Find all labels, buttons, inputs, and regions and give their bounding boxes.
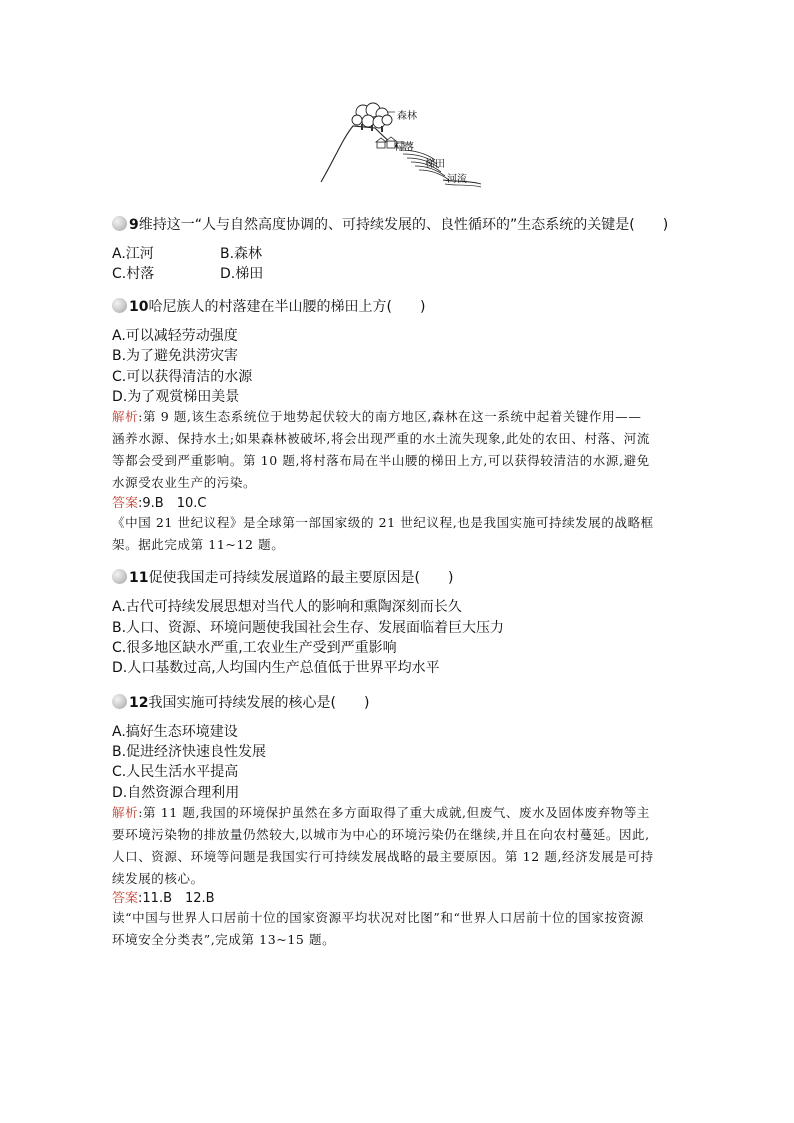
question-9-stem: 9维持这一“人与自然高度协调的、可持续发展的、良性循环的”生态系统的关键是( ) <box>112 216 668 234</box>
q11-option-d: D.人口基数过高,人均国内生产总值低于世界平均水平 <box>112 660 440 676</box>
q12-option-a: A.搞好生态环境建设 <box>112 724 238 740</box>
q9-option-b: B.森林 <box>220 246 263 262</box>
mountain-slope <box>321 126 401 182</box>
answer-label: 答案 <box>112 891 139 906</box>
forest-trees <box>352 103 392 128</box>
question-bullet-icon <box>112 694 127 709</box>
q9-option-a: A.江河 <box>112 246 154 262</box>
intro-13-15: 读“中国与世界人口居前十位的国家资源平均状况对比图”和“世界人口居前十位的国家按资源 环境安全分类表”,完成第 13~15 题。 <box>112 910 644 947</box>
answer-label: 答案 <box>112 496 139 511</box>
q10-option-b: B.为了避免洪涝灾害 <box>112 348 239 364</box>
question-bullet-icon <box>112 569 127 584</box>
q11-option-c: C.很多地区缺水严重,工农业生产受到严重影响 <box>112 640 397 656</box>
figure-label-terrace: 梯田 <box>425 159 445 170</box>
q12-option-b: B.促进经济快速良性发展 <box>112 744 267 760</box>
explanation-label: 解析 <box>112 409 139 424</box>
q9-option-d: D.梯田 <box>220 266 264 282</box>
figure-label-forest: 森林 <box>397 111 417 122</box>
q9-option-c: C.村落 <box>112 266 155 282</box>
explanation-label: 解析 <box>112 805 139 820</box>
answer-9-10: 答案:9.B 10.C <box>112 496 207 511</box>
q11-option-a: A.古代可持续发展思想对当代人的影响和熏陶深刻而长久 <box>112 599 462 615</box>
figure-label-river: 河流 <box>447 174 467 185</box>
q12-option-c: C.人民生活水平提高 <box>112 764 239 780</box>
q10-option-d: D.为了观赏梯田美景 <box>112 389 240 405</box>
intro-11-12: 《中国 21 世纪议程》是全球第一部国家级的 21 世纪议程,也是我国实施可持续发展的战略框 架。据此完成第 11~12 题。 <box>112 515 654 552</box>
figure-label-village: 村落 <box>394 142 414 153</box>
question-10-stem: 10哈尼族人的村落建在半山腰的梯田上方( ) <box>112 298 425 316</box>
answer-11-12: 答案:11.B 12.B <box>112 891 215 906</box>
question-bullet-icon <box>112 216 127 231</box>
question-11-stem: 11促使我国走可持续发展道路的最主要原因是( ) <box>112 569 453 587</box>
q12-option-d: D.自然资源合理利用 <box>112 785 240 801</box>
question-bullet-icon <box>112 298 127 313</box>
q11-option-b: B.人口、资源、环境问题使我国社会生存、发展面临着巨大压力 <box>112 620 505 636</box>
explanation-11-12: 解析:第 11 题,我国的环境保护虽然在多方面取得了重大成就,但废气、废水及固体废弃物等主 要环境污染物的排放量仍然较大,以城市为中心的环境污染仍在继续,并且在向农村蔓延。因此, 人口、资源、环境等问题是我国实行可持续发展战略的最主要原因。第 12 题,经济发展是可持 续发展的核心。 <box>112 805 654 886</box>
q10-option-c: C.可以获得清洁的水源 <box>112 369 253 385</box>
explanation-9-10: 解析:第 9 题,该生态系统位于地势起伏较大的南方地区,森林在这一系统中起着关键作用—— 涵养水源、保持水土;如果森林被破坏,将会出现严重的水土流失现象,此处的农田、村落、河流 等都会受到严重影响。第 10 题,将村落布局在半山腰的梯田上方,可以获得较清洁的水源,避免 水源受农业生产的污染。 <box>112 409 650 490</box>
q10-option-a: A.可以减轻劳动强度 <box>112 328 238 344</box>
question-12-stem: 12我国实施可持续发展的核心是( ) <box>112 694 369 712</box>
